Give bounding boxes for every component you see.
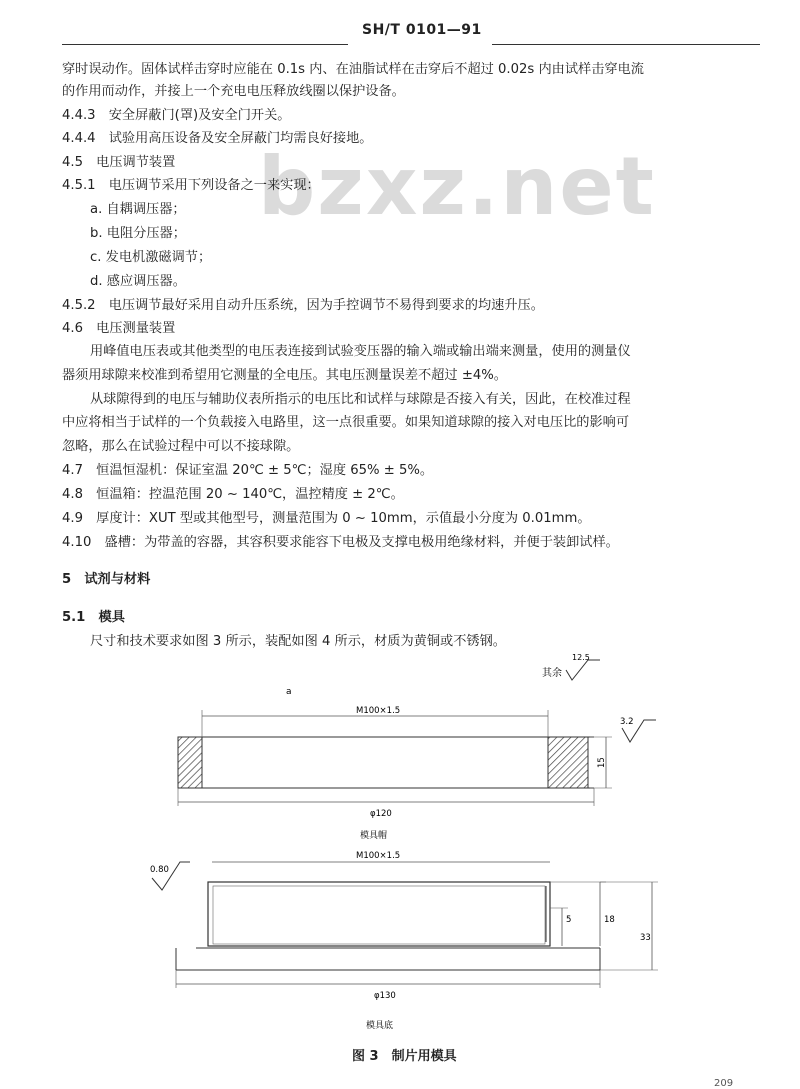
mold-drawing [0,650,800,1040]
watermark: bzxz.net [258,140,656,233]
cap-height-label: 15 [597,757,607,768]
clause-4-5-2: 4.5.2 电压调节最好采用自动升压系统，因为手控调节不易得到要求的均速升压。 [62,298,544,313]
heading-5: 5 试剂与材料 [62,572,151,587]
document-code: SH/T 0101—91 [362,22,482,38]
heading-5-1: 5.1 模具 [62,610,125,625]
header-rule-left [62,44,348,45]
clause-4-8: 4.8 恒温箱：控温范围 20 ~ 140℃，温控精度 ± 2℃。 [62,487,404,502]
base-h3-label: 33 [640,933,651,943]
mold-base-drawing [150,851,658,1031]
cap-roughness-label: 3.2 [620,717,634,727]
heading-4-6: 4.6 电压测量装置 [62,321,176,336]
base-diameter-label: φ130 [374,991,396,1001]
list-item: b. 电阻分压器； [90,226,186,241]
paragraph-line: 的作用而动作，并接上一个充电电压释放线圈以保护设备。 [62,84,405,99]
paragraph-line: 尺寸和技术要求如图 3 所示，装配如图 4 所示，材质为黄铜或不锈钢。 [90,634,506,649]
clause-4-4-4: 4.4.4 试验用高压设备及安全屏蔽门均需良好接地。 [62,131,373,146]
paragraph-line: 中应将相当于试样的一个负载接入电路里，这一点很重要。如果知道球隙的接入对电压比的影响可 [62,415,630,430]
list-item: d. 感应调压器。 [90,274,186,289]
rough-rest-value: 12.5 [572,653,590,662]
figure-mark: a [286,687,292,697]
figure-caption: 图 3 制片用模具 [352,1049,457,1064]
rough-rest-label: 其余 [542,668,562,679]
heading-4-5: 4.5 电压调节装置 [62,155,176,170]
cap-diameter-label: φ120 [370,809,392,819]
clause-4-5-1: 4.5.1 电压调节采用下列设备之一来实现： [62,178,320,193]
list-item: c. 发电机激磁调节； [90,250,212,265]
base-roughness-label: 0.80 [150,865,169,875]
clause-4-9: 4.9 厚度计：XUT 型或其他型号，测量范围为 0 ~ 10mm，示值最小分度为 0.01mm。 [62,511,591,526]
paragraph-line: 从球隙得到的电压与辅助仪表所指示的电压比和试样与球隙是否接入有关，因此，在校准过程 [90,392,631,407]
cap-thread-label: M100×1.5 [356,706,401,716]
paragraph-line: 忽略，那么在试验过程中可以不接球隙。 [62,439,300,454]
base-h2-label: 18 [604,915,615,925]
base-thread-label: M100×1.5 [356,851,401,861]
mold-cap-drawing [178,706,656,841]
paragraph-line: 器须用球隙来校准到希望用它测量的全电压。其电压测量误差不超过 ±4%。 [62,368,507,383]
page-number: 209 [714,1078,734,1089]
list-item: a. 自耦调压器； [90,202,186,217]
base-label: 模具底 [366,1021,394,1031]
cap-label: 模具帽 [360,831,388,841]
clause-4-7: 4.7 恒温恒湿机：保证室温 20℃ ± 5℃；湿度 65% ± 5%。 [62,463,434,478]
paragraph-line: 穿时误动作。固体试样击穿时应能在 0.1s 内、在油脂试样在击穿后不超过 0.02s 内由试样击穿电流 [62,62,644,77]
paragraph-line: 用峰值电压表或其他类型的电压表连接到试验变压器的输入端或输出端来测量，使用的测量仪 [90,344,631,359]
header-rule-right [492,44,760,45]
roughness-symbol [566,653,600,680]
base-h1-label: 5 [566,915,572,925]
clause-4-10: 4.10 盛槽：为带盖的容器，其容积要求能容下电极及支撑电极用绝缘材料，并便于装卸试样。 [62,535,619,550]
clause-4-4-3: 4.4.3 安全屏蔽门(罩)及安全门开关。 [62,108,291,123]
